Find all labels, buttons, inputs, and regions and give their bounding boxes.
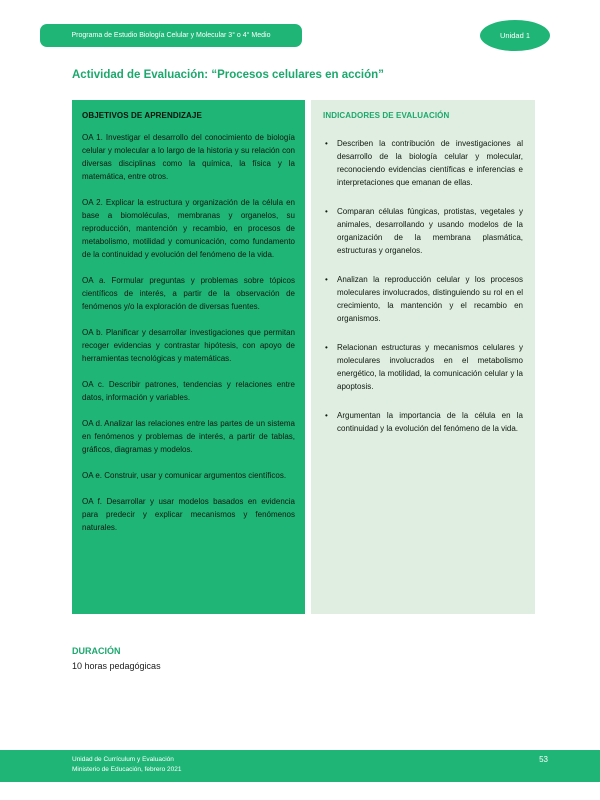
indicator-item	[323, 137, 523, 189]
indicator-item	[323, 273, 523, 325]
objective-item-oae: OA e. Construir, usar y comunicar argumentos científicos.	[82, 471, 287, 480]
indicator-text: Analizan la reproducción celular y los procesos moleculares involucrados, distinguiendo su rol en el crecimiento, la mantención y el recambio en organismos.	[337, 275, 523, 323]
bullet-icon: •	[325, 207, 328, 216]
objective-item-oab: OA b. Planificar y desarrollar investigaciones que permitan recoger evidencias y contrastar hipótesis, con apoyo de herramientas tecnológicas y matemáticas.	[82, 328, 295, 363]
indicator-text: Describen la contribución de investigaciones al desarrollo de la biología celular y molecular, reconociendo evidencias científicas e inferencias e interpretaciones que emanan de ellas.	[337, 139, 523, 187]
objectives-header: OBJETIVOS DE APRENDIZAJE	[82, 111, 202, 120]
page-header	[40, 20, 550, 51]
indicators-header: INDICADORES DE EVALUACIÓN	[323, 111, 450, 120]
objective-item-oa2: OA 2. Explicar la estructura y organización de la célula en base a biomoléculas, membranas y organelos, su reproducción, mantención y recambio, en procesos de metabolismo, motilidad y comunicación, como fundamento de la continuidad y evolución del fenómeno de la vida.	[82, 198, 295, 259]
bullet-icon: •	[325, 411, 328, 420]
indicator-item	[323, 341, 523, 393]
indicator-text: Relacionan estructuras y mecanismos celulares y moleculares involucrados en el metabolismo energético, la motilidad, la comunicación celular y la apoptosis.	[337, 343, 523, 391]
indicator-text: Argumentan la importancia de la célula en la continuidad y la evolución del fenómeno de la vida.	[337, 411, 523, 433]
bullet-icon: •	[325, 343, 328, 352]
duration-value: 10 horas pedagógicas	[72, 661, 161, 671]
footer-credits	[72, 755, 181, 774]
indicator-item	[323, 409, 523, 435]
indicator-item	[323, 205, 523, 257]
duration-label: DURACIÓN	[72, 646, 121, 656]
bullet-icon: •	[325, 139, 328, 148]
objective-item-oac: OA c. Describir patrones, tendencias y relaciones entre datos, información y variables.	[82, 380, 295, 402]
objectives-indicators-table	[72, 100, 535, 614]
footer-line1: Unidad de Currículum y Evaluación	[72, 756, 174, 763]
bullet-icon: •	[325, 275, 328, 284]
indicators-cell	[311, 100, 535, 614]
objective-item-oad: OA d. Analizar las relaciones entre las partes de un sistema en fenómenos y problemas de interés, a partir de tablas, gráficos, diagramas y modelos.	[82, 419, 295, 454]
unit-badge: Unidad 1	[480, 20, 550, 51]
objective-item-oaa: OA a. Formular preguntas y problemas sobre tópicos científicos de interés, a partir de la observación de fenómenos y/o la exploración de diversas fuentes.	[82, 276, 295, 311]
objectives-cell	[72, 100, 305, 614]
activity-title: Actividad de Evaluación: “Procesos celulares en acción”	[72, 69, 384, 81]
indicator-text: Comparan células fúngicas, protistas, vegetales y animales, desarrollando y usando modelos de la organización de la membrana plasmática, estructuras y organelos.	[337, 207, 523, 255]
duration-section	[72, 646, 161, 671]
objective-item-oaf: OA f. Desarrollar y usar modelos basados en evidencia para predecir y explicar mecanismos y fenómenos naturales.	[82, 497, 295, 532]
objective-item-oa1: OA 1. Investigar el desarrollo del conocimiento de biología celular y molecular a lo largo de la historia y su relación con diversas disciplinas como la química, la física y la matemática, entre otros.	[82, 133, 295, 181]
page-footer	[0, 750, 600, 782]
page-number: 53	[539, 755, 548, 764]
program-badge: Programa de Estudio Biología Celular y Molecular 3° o 4° Medio	[40, 24, 302, 47]
footer-line2: Ministerio de Educación, febrero 2021	[72, 765, 182, 773]
